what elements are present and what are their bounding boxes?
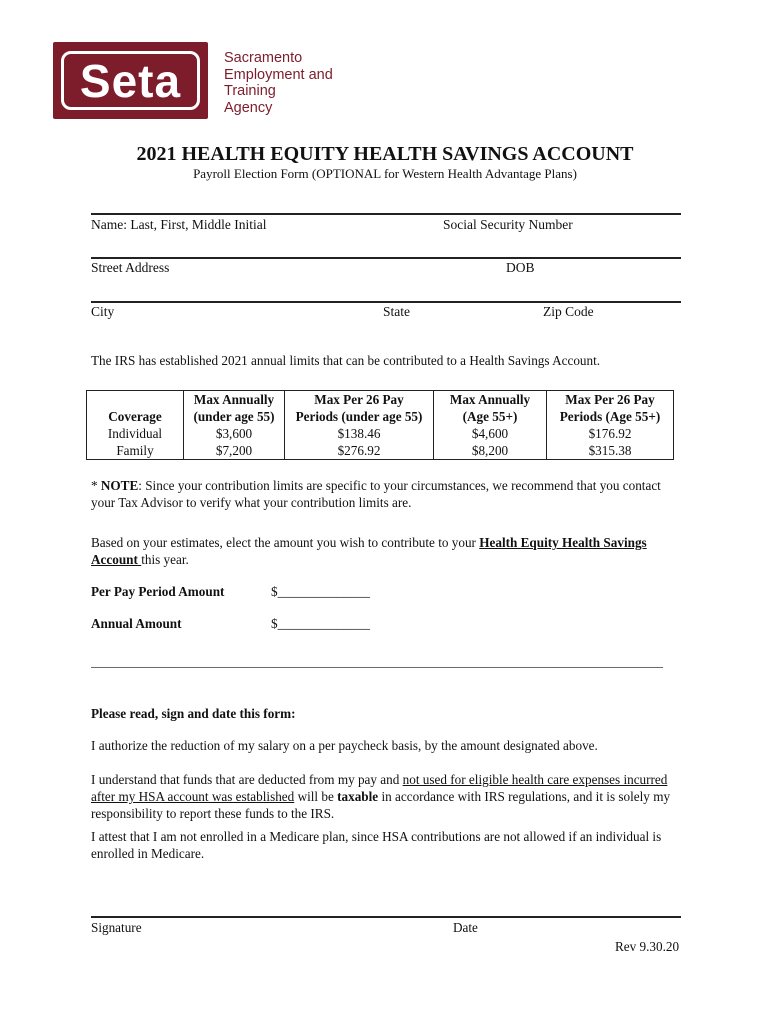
table-cell: $176.92 (588, 426, 632, 441)
sign-heading: Please read, sign and date this form: (91, 706, 296, 721)
table-cell: $276.92 (285, 442, 434, 460)
elect-paragraph (91, 534, 683, 568)
understand-paragraph (91, 771, 683, 822)
note-text: : Since your contribution limits are specific to your circumstances, we recommend that you contact your Tax Advisor to verify what your contribution limits are. (91, 478, 661, 510)
field-rule-city (91, 301, 681, 303)
seta-logo (53, 42, 208, 119)
table-row (87, 442, 674, 460)
city-field-label: City (91, 304, 115, 319)
header-line: Periods (under age 55) (295, 409, 423, 424)
agency-line: Sacramento (224, 50, 303, 66)
agency-name (224, 50, 333, 116)
header-line: Periods (Age 55+) (559, 409, 661, 424)
table-header (547, 391, 674, 426)
signature-rule (91, 916, 681, 918)
header-line: (Age 55+) (462, 409, 518, 424)
logo-wordmark: Seta (79, 54, 182, 107)
per-pay-label: Per Pay Period Amount (91, 584, 225, 599)
form-title: 2021 HEALTH EQUITY HEALTH SAVINGS ACCOUNT (136, 143, 634, 165)
state-field-label: State (383, 304, 410, 319)
header-line: Max Per 26 Pay (565, 392, 655, 407)
understand-underlined: not used for eligible health care expenses incurred after my HSA account was established (91, 772, 668, 804)
header-line: Max Annually (449, 392, 531, 407)
revision-label: Rev 9.30.20 (615, 939, 680, 954)
table-header-row (87, 391, 674, 426)
zip-field-label: Zip Code (543, 304, 594, 319)
form-subtitle: Payroll Election Form (OPTIONAL for Western Health Advantage Plans) (193, 166, 577, 181)
table-cell: $315.38 (588, 443, 632, 458)
table-cell: $138.46 (285, 425, 434, 442)
agency-line: Agency (224, 99, 273, 116)
note-paragraph (91, 477, 683, 511)
name-field-label: Name: Last, First, Middle Initial (91, 217, 267, 232)
contribution-limits-table (86, 390, 674, 460)
table-header (87, 391, 184, 426)
table-cell: $4,600 (434, 425, 547, 442)
street-field-label: Street Address (91, 260, 170, 275)
attest-paragraph: I attest that I am not enrolled in a Medicare plan, since HSA contributions are not allowed if an individual is enrolled in Medicare. (91, 829, 662, 861)
elect-after: this year. (141, 552, 189, 567)
elect-before: Based on your estimates, elect the amount you wish to contribute to your (91, 535, 480, 550)
dob-field-label: DOB (506, 260, 535, 275)
understand-bold: taxable (337, 789, 379, 804)
table-row (87, 425, 674, 442)
signature-label[interactable]: Signature (91, 920, 142, 935)
hsa-account-name: Health Equity Health Savings Account (91, 535, 647, 567)
section-divider: ________________________________________________________________________________________ (91, 654, 663, 669)
table-header (434, 391, 547, 426)
annual-label: Annual Amount (91, 616, 182, 631)
understand-middle: will be (294, 789, 338, 804)
ssn-field-label: Social Security Number (443, 217, 573, 232)
field-rule-top (91, 213, 681, 215)
header-line: Max Annually (193, 392, 275, 407)
note-prefix: * (91, 478, 101, 493)
header-line: (under age 55) (193, 409, 275, 424)
table-header (184, 391, 285, 426)
note-label: NOTE (100, 478, 139, 493)
authorize-statement: I authorize the reduction of my salary on a per paycheck basis, by the amount designated above. (91, 738, 598, 753)
irs-intro: The IRS has established 2021 annual limits that can be contributed to a Health Savings Account. (91, 353, 601, 368)
table-cell: Family (116, 443, 154, 458)
table-cell: Individual (107, 426, 163, 441)
per-pay-amount-field[interactable]: $______________ (271, 584, 370, 599)
field-rule-address (91, 257, 681, 259)
annual-amount-field[interactable]: $______________ (271, 616, 370, 631)
understand-before: I understand that funds that are deducted from my pay and (91, 772, 403, 787)
header-line: Max Per 26 Pay (314, 392, 404, 407)
date-label[interactable]: Date (453, 920, 478, 935)
table-cell: $8,200 (434, 442, 547, 460)
table-cell: $7,200 (184, 442, 285, 460)
table-header (285, 391, 434, 426)
understand-after: in accordance with IRS regulations, and it is solely my responsibility to report these funds to the IRS. (91, 789, 671, 821)
agency-line: Training (224, 83, 276, 99)
table-cell: $3,600 (184, 425, 285, 442)
header-line: Coverage (108, 409, 162, 424)
agency-line: Employment and (224, 66, 333, 83)
